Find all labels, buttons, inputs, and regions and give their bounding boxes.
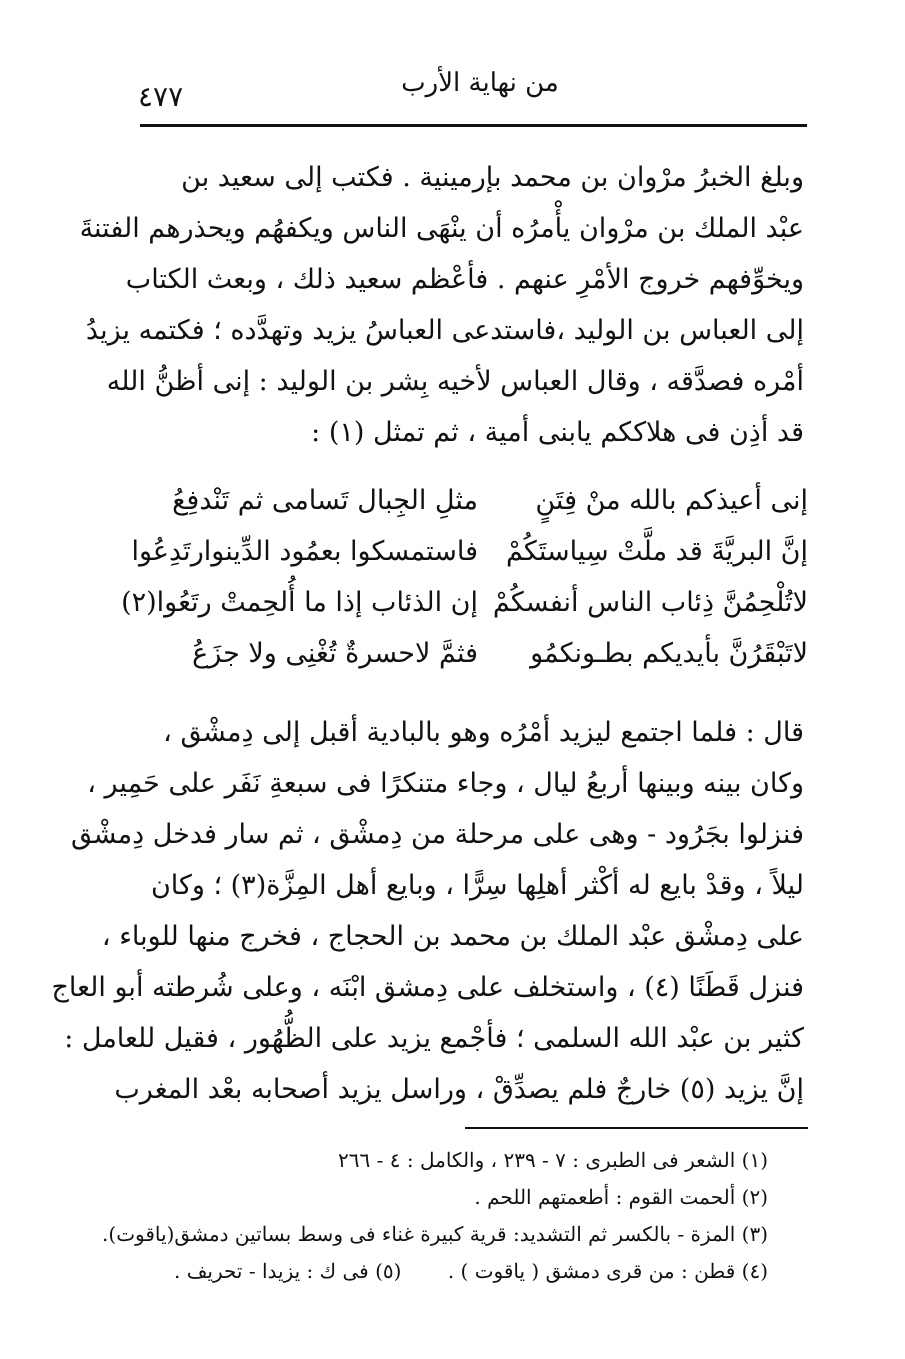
- footnotes: [102, 1148, 768, 1296]
- text-line: وكان بينه وبينها أربعُ ليال ، وجاء متنكرًا فى سبعةِ نَفَر على حَمِير ،: [87, 768, 804, 799]
- text-line: إلى العباس بن الوليد ،فاستدعى العباسُ يزيد وتهدَّده ؛ فكتمه يزيدُ: [85, 315, 804, 346]
- footnote-1: (١) الشعر فى الطبرى : ٧ - ٢٣٩ ، والكامل : ٤ - ٢٦٦: [338, 1148, 768, 1172]
- text-line: قال : فلما اجتمع ليزيد أمْرُه وهو بالبادية أقبل إلى دِمشْق ،: [163, 717, 804, 748]
- text-line: وبلغ الخبرُ مرْوان بن محمد بإرمينية . فكتب إلى سعيد بن: [181, 162, 804, 193]
- verse-second-hemistich: مثلِ الجِبال تَسامى ثم تَنْدفِعُ: [172, 485, 478, 516]
- footnote-4: (٤) قطن : من قرى دمشق ( ياقوت ) .: [447, 1259, 768, 1283]
- text-line: أمْره فصدَّقه ، وقال العباس لأخيه بِشر بن الوليد : إنى أظنُّ الله: [106, 366, 804, 397]
- footnote-5: (٥) فى ك : يزيدا - تحريف .: [174, 1259, 402, 1283]
- poem-verses: [121, 485, 808, 689]
- verse-second-hemistich: إن الذئاب إذا ما أُلحِمتْ رتَعُوا(٢): [121, 587, 478, 618]
- text-line: ليلاً ، وقدْ بايع له أكْثر أهلِها سِرًّا ، وبايع أهل المِزَّة(٣) ؛ وكان: [150, 870, 804, 901]
- verse-row: [148, 485, 808, 536]
- verse-first-hemistich: إنى أعيذكم بالله منْ فِتَنٍ: [535, 485, 808, 516]
- verse-row: [148, 638, 808, 689]
- footnote-4-5-line: [148, 1259, 768, 1296]
- footnote-rule: [465, 1127, 808, 1129]
- text-line: ويخوِّفهم خروج الأمْرِ عنهم . فأعْظم سعيد ذلك ، وبعث الكتاب: [125, 264, 804, 295]
- verse-first-hemistich: إنَّ البريَّةَ قد ملَّتْ سِياستَكُمْ: [505, 536, 808, 567]
- verse-first-hemistich: لاتُلْحِمُنَّ ذِئاب الناس أنفسكُمْ: [492, 587, 808, 618]
- text-line: إنَّ يزيد (٥) خارجٌ فلم يصدِّقْ ، وراسل يزيد أصحابه بعْد المغرب: [114, 1074, 804, 1105]
- verse-row: [131, 536, 808, 587]
- paragraph-2: [51, 707, 804, 1115]
- footnote-2: (٢) ألحمت القوم : أطعمتهم اللحم .: [474, 1185, 768, 1209]
- paragraph-1: [79, 152, 804, 458]
- verse-row: [121, 587, 808, 638]
- verse-first-hemistich: لاتَبْقَرُنَّ بأيديكم بطـونكمُو: [530, 638, 808, 669]
- text-line: عبْد الملك بن مرْوان يأْمرُه أن ينْهَى الناس ويكفهُم ويحذرهم الفتنةَ: [79, 213, 804, 244]
- text-line: على دِمشْق عبْد الملك بن محمد بن الحجاج ، فخرج منها للوباء ،: [101, 921, 804, 952]
- footnote-3: (٣) المزة - بالكسر ثم التشديد: قرية كبيرة غناء فى وسط بساتين دمشق(ياقوت).: [102, 1222, 768, 1246]
- header-rule: [140, 124, 807, 127]
- verse-second-hemistich: فاستمسكوا بعمُود الدِّينوارتَدِعُوا: [131, 536, 478, 567]
- page-number: ٤٧٧: [138, 80, 184, 113]
- text-line: كثير بن عبْد الله السلمى ؛ فأجْمع يزيد على الظُّهُور ، فقيل للعامل :: [64, 1023, 804, 1054]
- running-header-title: من نهاية الأرب: [401, 68, 559, 98]
- text-line: فنزل قَطَنًا (٤) ، واستخلف على دِمشق ابْنَه ، وعلى شُرطته أبو العاج: [51, 972, 804, 1003]
- text-line: فنزلوا بجَرُود - وهى على مرحلة من دِمشْق ، ثم سار فدخل دِمشْق: [71, 819, 804, 850]
- verse-second-hemistich: فثمَّ لاحسرةٌ تُغْنِى ولا جزَعُ: [192, 638, 478, 669]
- text-line: قد أذِن فى هلاككم يابنى أمية ، ثم تمثل (١) :: [311, 417, 804, 448]
